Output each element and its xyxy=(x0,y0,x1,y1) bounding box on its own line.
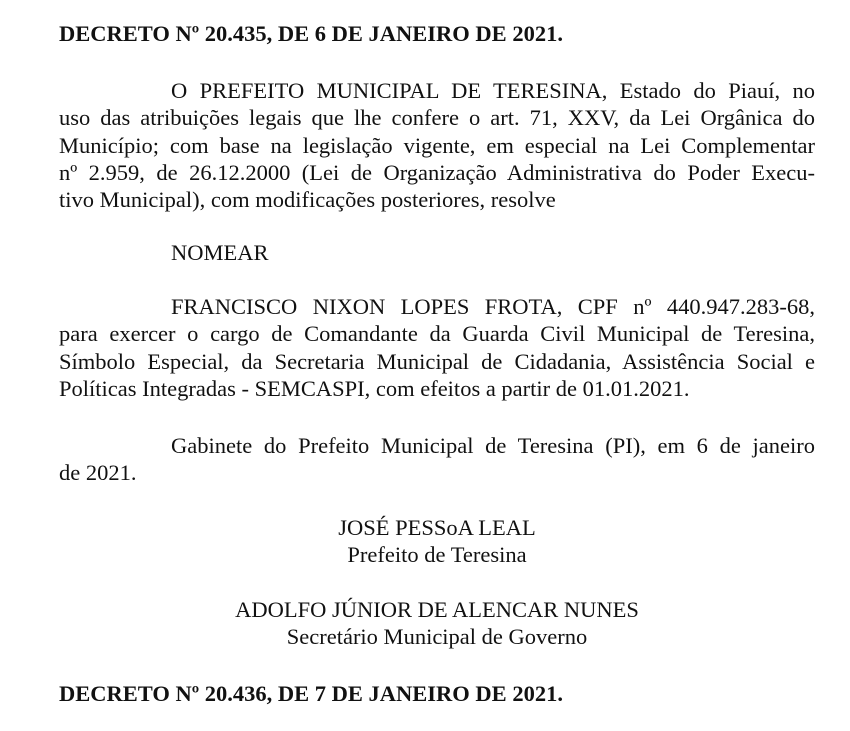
preamble-line: tivo Municipal), com modificações posteriores, resolve xyxy=(59,187,556,213)
appointment-line: Símbolo Especial, da Secretaria Municipal de Cidadania, Assistência Social e xyxy=(59,348,815,374)
decree-heading-20435: DECRETO Nº 20.435, DE 6 DE JANEIRO DE 2021. xyxy=(59,21,563,46)
appointment-paragraph xyxy=(59,293,815,402)
signature-name: ADOLFO JÚNIOR DE ALENCAR NUNES xyxy=(235,597,639,622)
preamble-line: O PREFEITO MUNICIPAL DE TERESINA, Estado do Piauí, no xyxy=(171,78,815,103)
closing-line: de 2021. xyxy=(59,460,137,486)
decree-heading-20436: DECRETO Nº 20.436, DE 7 DE JANEIRO DE 2021. xyxy=(59,681,563,706)
closing-line: Gabinete do Prefeito Municipal de Teresina (PI), em 6 de janeiro xyxy=(171,433,815,458)
preamble-line: uso das atribuições legais que lhe confere o art. 71, XXV, da Lei Orgânica do xyxy=(59,105,815,131)
appointment-line: Políticas Integradas - SEMCASPI, com efeitos a partir de 01.01.2021. xyxy=(59,375,690,401)
appointment-line: FRANCISCO NIXON LOPES FROTA, CPF nº 440.947.283-68, xyxy=(171,294,815,319)
preamble-line: nº 2.959, de 26.12.2000 (Lei de Organização Administrativa do Poder Execu- xyxy=(59,159,815,185)
closing-paragraph xyxy=(59,432,815,487)
preamble-paragraph xyxy=(59,77,815,213)
signature-title: Prefeito de Teresina xyxy=(347,542,527,567)
preamble-line: Município; com base na legislação vigente, em especial na Lei Complementar xyxy=(59,132,815,158)
appointment-line: para exercer o cargo de Comandante da Guarda Civil Municipal de Teresina, xyxy=(59,321,815,347)
signature-name: JOSÉ PESSoA LEAL xyxy=(338,515,536,540)
signature-title: Secretário Municipal de Governo xyxy=(286,624,588,649)
action-nomear: NOMEAR xyxy=(171,240,269,265)
